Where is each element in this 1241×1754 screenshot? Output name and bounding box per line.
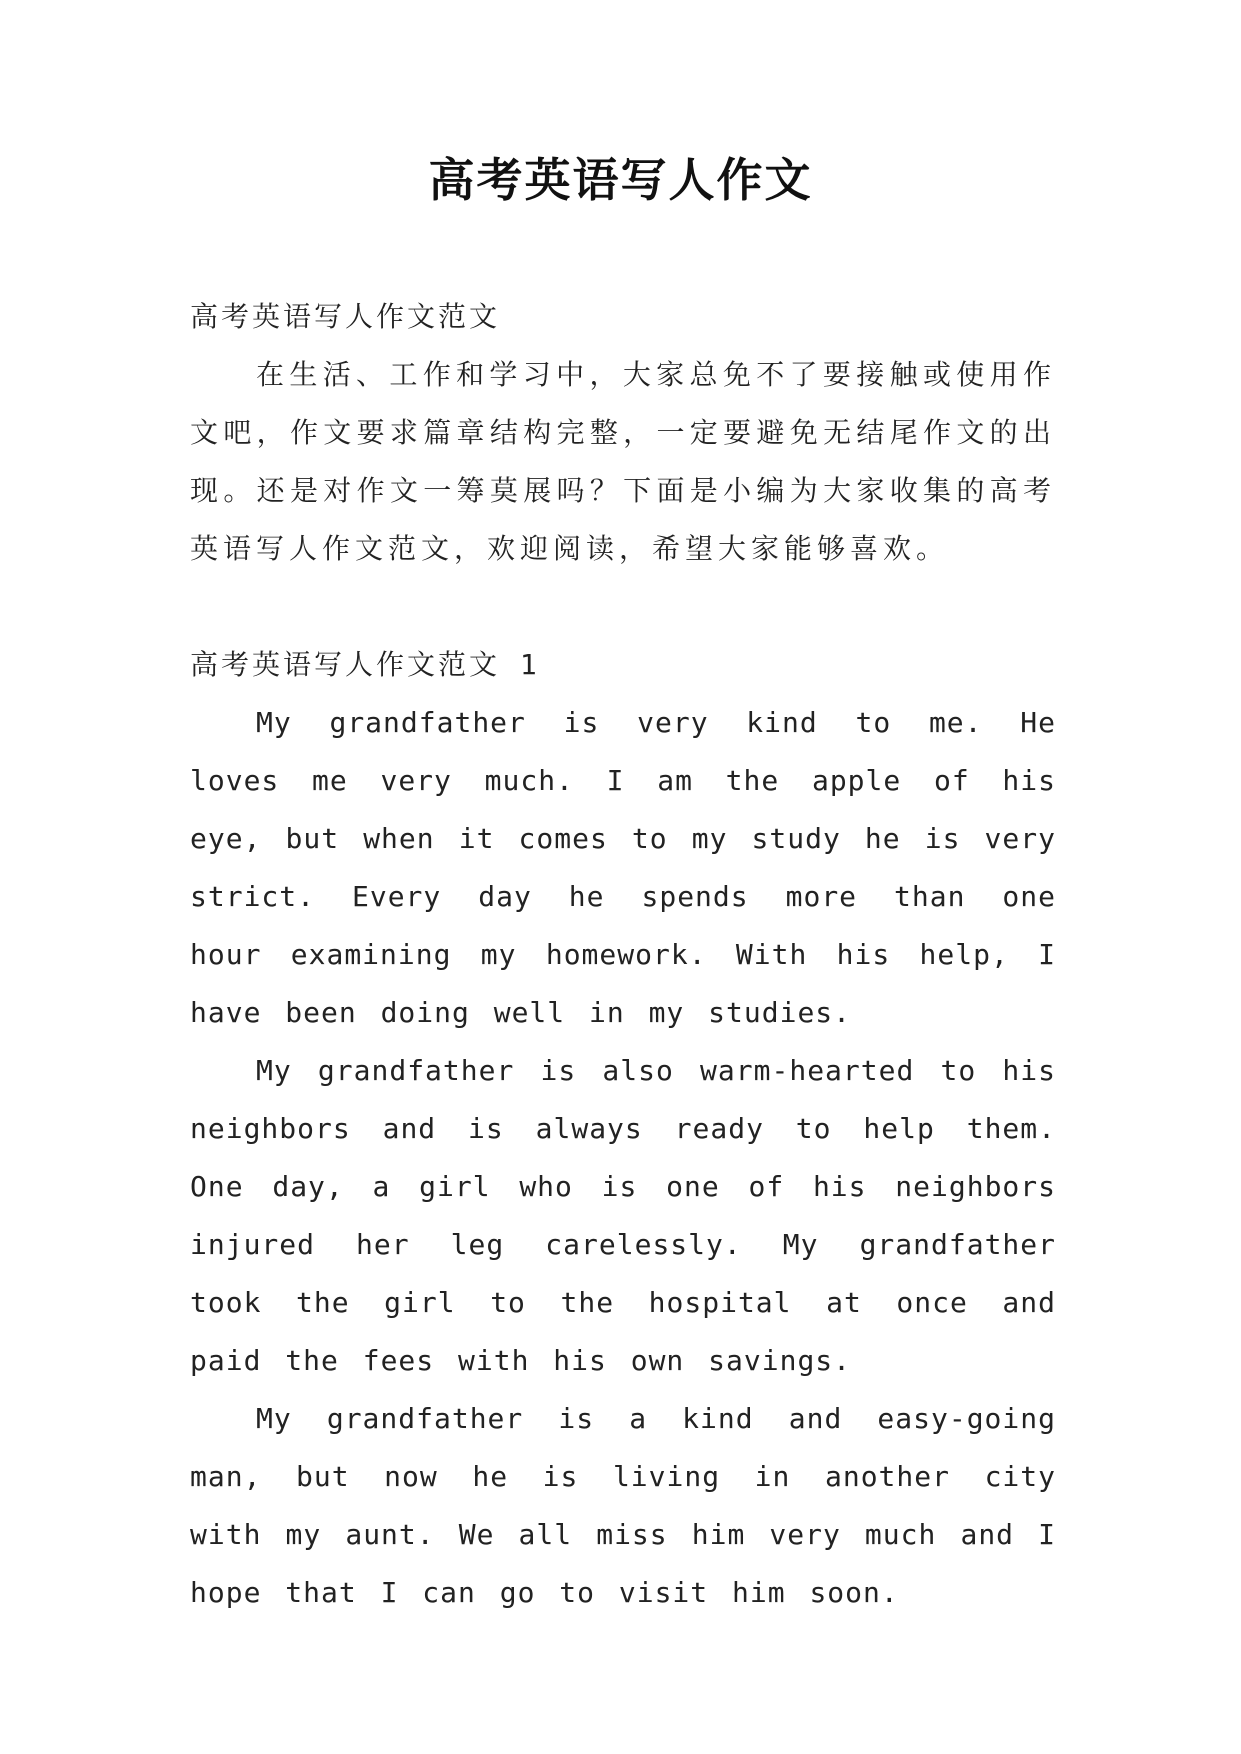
intro-heading: 高考英语写人作文范文 [190,300,501,333]
essay1-paragraph-2: My grandfather is also warm-hearted to his neighbors and is always ready to help them. One day, a girl who is one of his neighbors injured her leg carelessly. My grandfather took the girl to the hospital at once and paid the fees with his own savings. [190,1054,1056,1377]
essay1-heading: 高考英语写人作文范文 1 [190,648,540,681]
essay1-body [190,694,1056,1622]
essay1-paragraph-1: My grandfather is very kind to me. He loves me very much. I am the apple of his eye, but when it comes to my study he is very strict. Every day he spends more than one hour examining my homework. With his help, I have been doing well in my studies. [190,706,1056,1029]
document-title: 高考英语写人作文 [428,153,813,207]
essay1-paragraph-3: My grandfather is a kind and easy-going man, but now he is living in another city with my aunt. We all miss him very much and I hope that I can go to visit him soon. [190,1402,1056,1609]
intro-paragraph-block [190,346,1056,578]
intro-paragraph: 在生活、工作和学习中，大家总免不了要接触或使用作文吧，作文要求篇章结构完整，一定要避免无结尾作文的出现。还是对作文一筹莫展吗？下面是小编为大家收集的高考英语写人作文范文，欢迎阅读，希望大家能够喜欢。 [190,358,1056,565]
